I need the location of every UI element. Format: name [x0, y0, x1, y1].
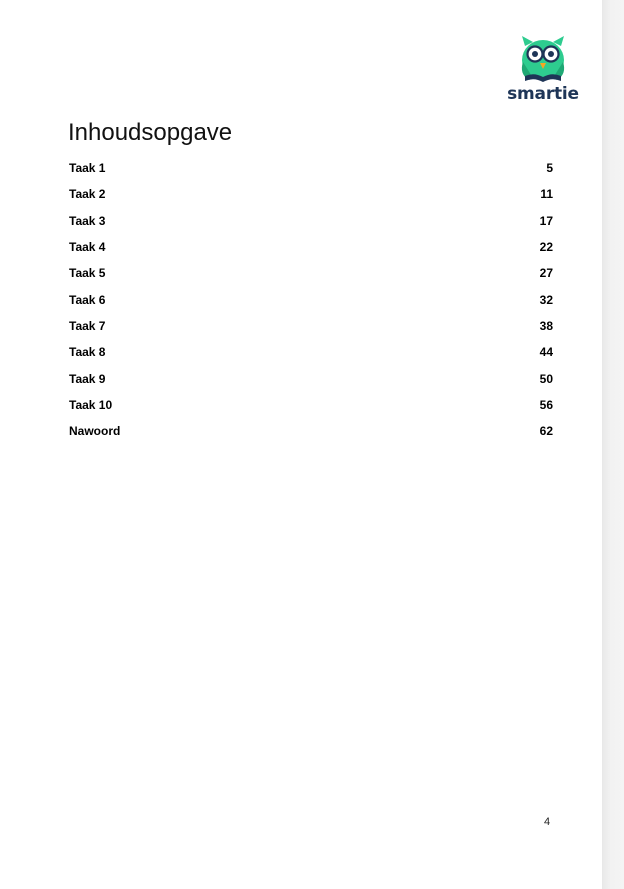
table-of-contents [69, 155, 553, 444]
toc-entry-page: 32 [539, 292, 553, 307]
page-number: 4 [544, 816, 551, 828]
toc-entry-page: 5 [546, 161, 553, 176]
toc-entry[interactable] [69, 313, 553, 339]
toc-entry-page: 50 [539, 371, 553, 386]
toc-entry[interactable] [69, 286, 553, 312]
toc-entry[interactable] [69, 208, 553, 234]
toc-entry-page: 62 [539, 424, 553, 439]
toc-entry[interactable] [69, 181, 553, 207]
toc-entry[interactable] [69, 339, 553, 365]
toc-entry-label: Taak 1 [69, 161, 106, 176]
toc-entry-page: 56 [539, 397, 553, 412]
toc-entry[interactable] [69, 365, 553, 391]
toc-entry-label: Nawoord [69, 424, 121, 439]
toc-entry[interactable] [69, 392, 553, 418]
toc-entry-page: 27 [539, 266, 553, 281]
toc-entry-label: Taak 10 [69, 397, 113, 412]
toc-entry-label: Taak 4 [69, 240, 106, 255]
owl-reading-book-icon [513, 34, 573, 84]
toc-entry-page: 11 [540, 187, 553, 202]
logo-wordmark: smartie [507, 84, 579, 104]
smartie-logo [503, 34, 583, 106]
toc-entry[interactable] [69, 234, 553, 260]
toc-entry-page: 38 [539, 318, 553, 333]
toc-entry-label: Taak 7 [69, 318, 106, 333]
toc-entry-label: Taak 5 [69, 266, 106, 281]
toc-entry[interactable] [69, 418, 553, 444]
toc-entry-label: Taak 6 [69, 292, 106, 307]
toc-entry-label: Taak 8 [69, 345, 106, 360]
toc-entry-page: 22 [539, 240, 553, 255]
page-title: Inhoudsopgave [68, 119, 233, 146]
toc-entry-page: 44 [539, 345, 553, 360]
toc-entry-page: 17 [539, 213, 553, 228]
page-edge-shadow [602, 0, 624, 889]
toc-entry-label: Taak 2 [69, 187, 106, 202]
toc-entry[interactable] [69, 155, 553, 181]
toc-entry[interactable] [69, 260, 553, 286]
toc-entry-label: Taak 3 [69, 213, 106, 228]
toc-entry-label: Taak 9 [69, 371, 106, 386]
